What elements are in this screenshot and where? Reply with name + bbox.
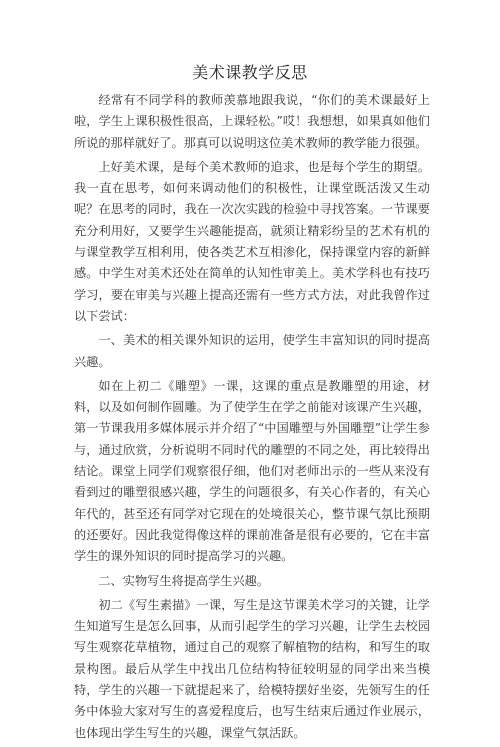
document-body bbox=[74, 90, 430, 747]
paragraph-intro: 经常有不同学科的教师羡慕地跟我说，“你们的美术课最好上啦，学生上课积极性很高，上课轻松。”哎！我想想，如果真如他们所说的那样就好了。那真可以说明这位美术教师的教学能力很强。 bbox=[74, 93, 430, 150]
section-heading-1: 一、美术的相关课外知识的运用，使学生丰富知识的同时提高兴趣。 bbox=[74, 333, 430, 369]
paragraph-sketching: 初二《写生素描》一课，写生是这节课美术学习的关键，让学生知道写生是怎么回事，从而引起学生的学习兴趣，让学生去校园写生观察花草植物，通过自己的观察了解植物的结构，和写生的取景构图。最后从学生中找出几位结构特征较明显的同学出来当模特，学生的兴趣一下就提起来了，给模特摆好坐姿，先领写生的任务中体验大家对写生的喜爱程度后，也写生结束后通过作业展示，也体现出学生写生的兴趣，课堂气氛活跃。 bbox=[74, 597, 430, 740]
section-heading-2: 二、实物写生将提高学生兴趣。 bbox=[98, 573, 270, 588]
document-title: 美术课教学反思 bbox=[192, 63, 308, 82]
paragraph-approach: 上好美术课，是每个美术教师的追求，也是每个学生的期望。我一直在思考，如何来调动他们的积极性，让课堂既活泼又生动呢？在思考的同时，我在一次次实践的检验中寻找答案。一节课要充分利用好，又要学生兴趣能提高，就须让精彩纷呈的艺术有机的与课堂教学互相利用，使各类艺术互相渗化，保持课堂内容的新鲜感。中学生对美术还处在简单的认知性审美上。美术学科也有技巧学习，要在审美与兴趣上提高还需有一些方式方法，对此我曾作过以下尝试： bbox=[74, 159, 430, 323]
paragraph-sculpture: 如在上初二《雕塑》一课，这课的重点是教雕塑的用途，材料，以及如何制作圆雕。为了使学生在学之前能对该课产生兴趣，第一节课我用多媒体展示并介绍了“中国雕塑与外国雕塑”让学生参与，通过欣赏，分析说明不同时代的雕塑的不同之处，再比较得出结论。课堂上同学们观察很仔细，他们对老师出示的一些从来没有看到过的雕塑很感兴趣，学生的问题很多，有关心作者的，有关心年代的，甚至还有同学对它现在的处境很关心，整节课气氛比预期的还要好。因此我觉得像这样的课前准备是很有必要的，它在丰富学生的课外知识的同时提高学习的兴趣。 bbox=[74, 378, 430, 564]
